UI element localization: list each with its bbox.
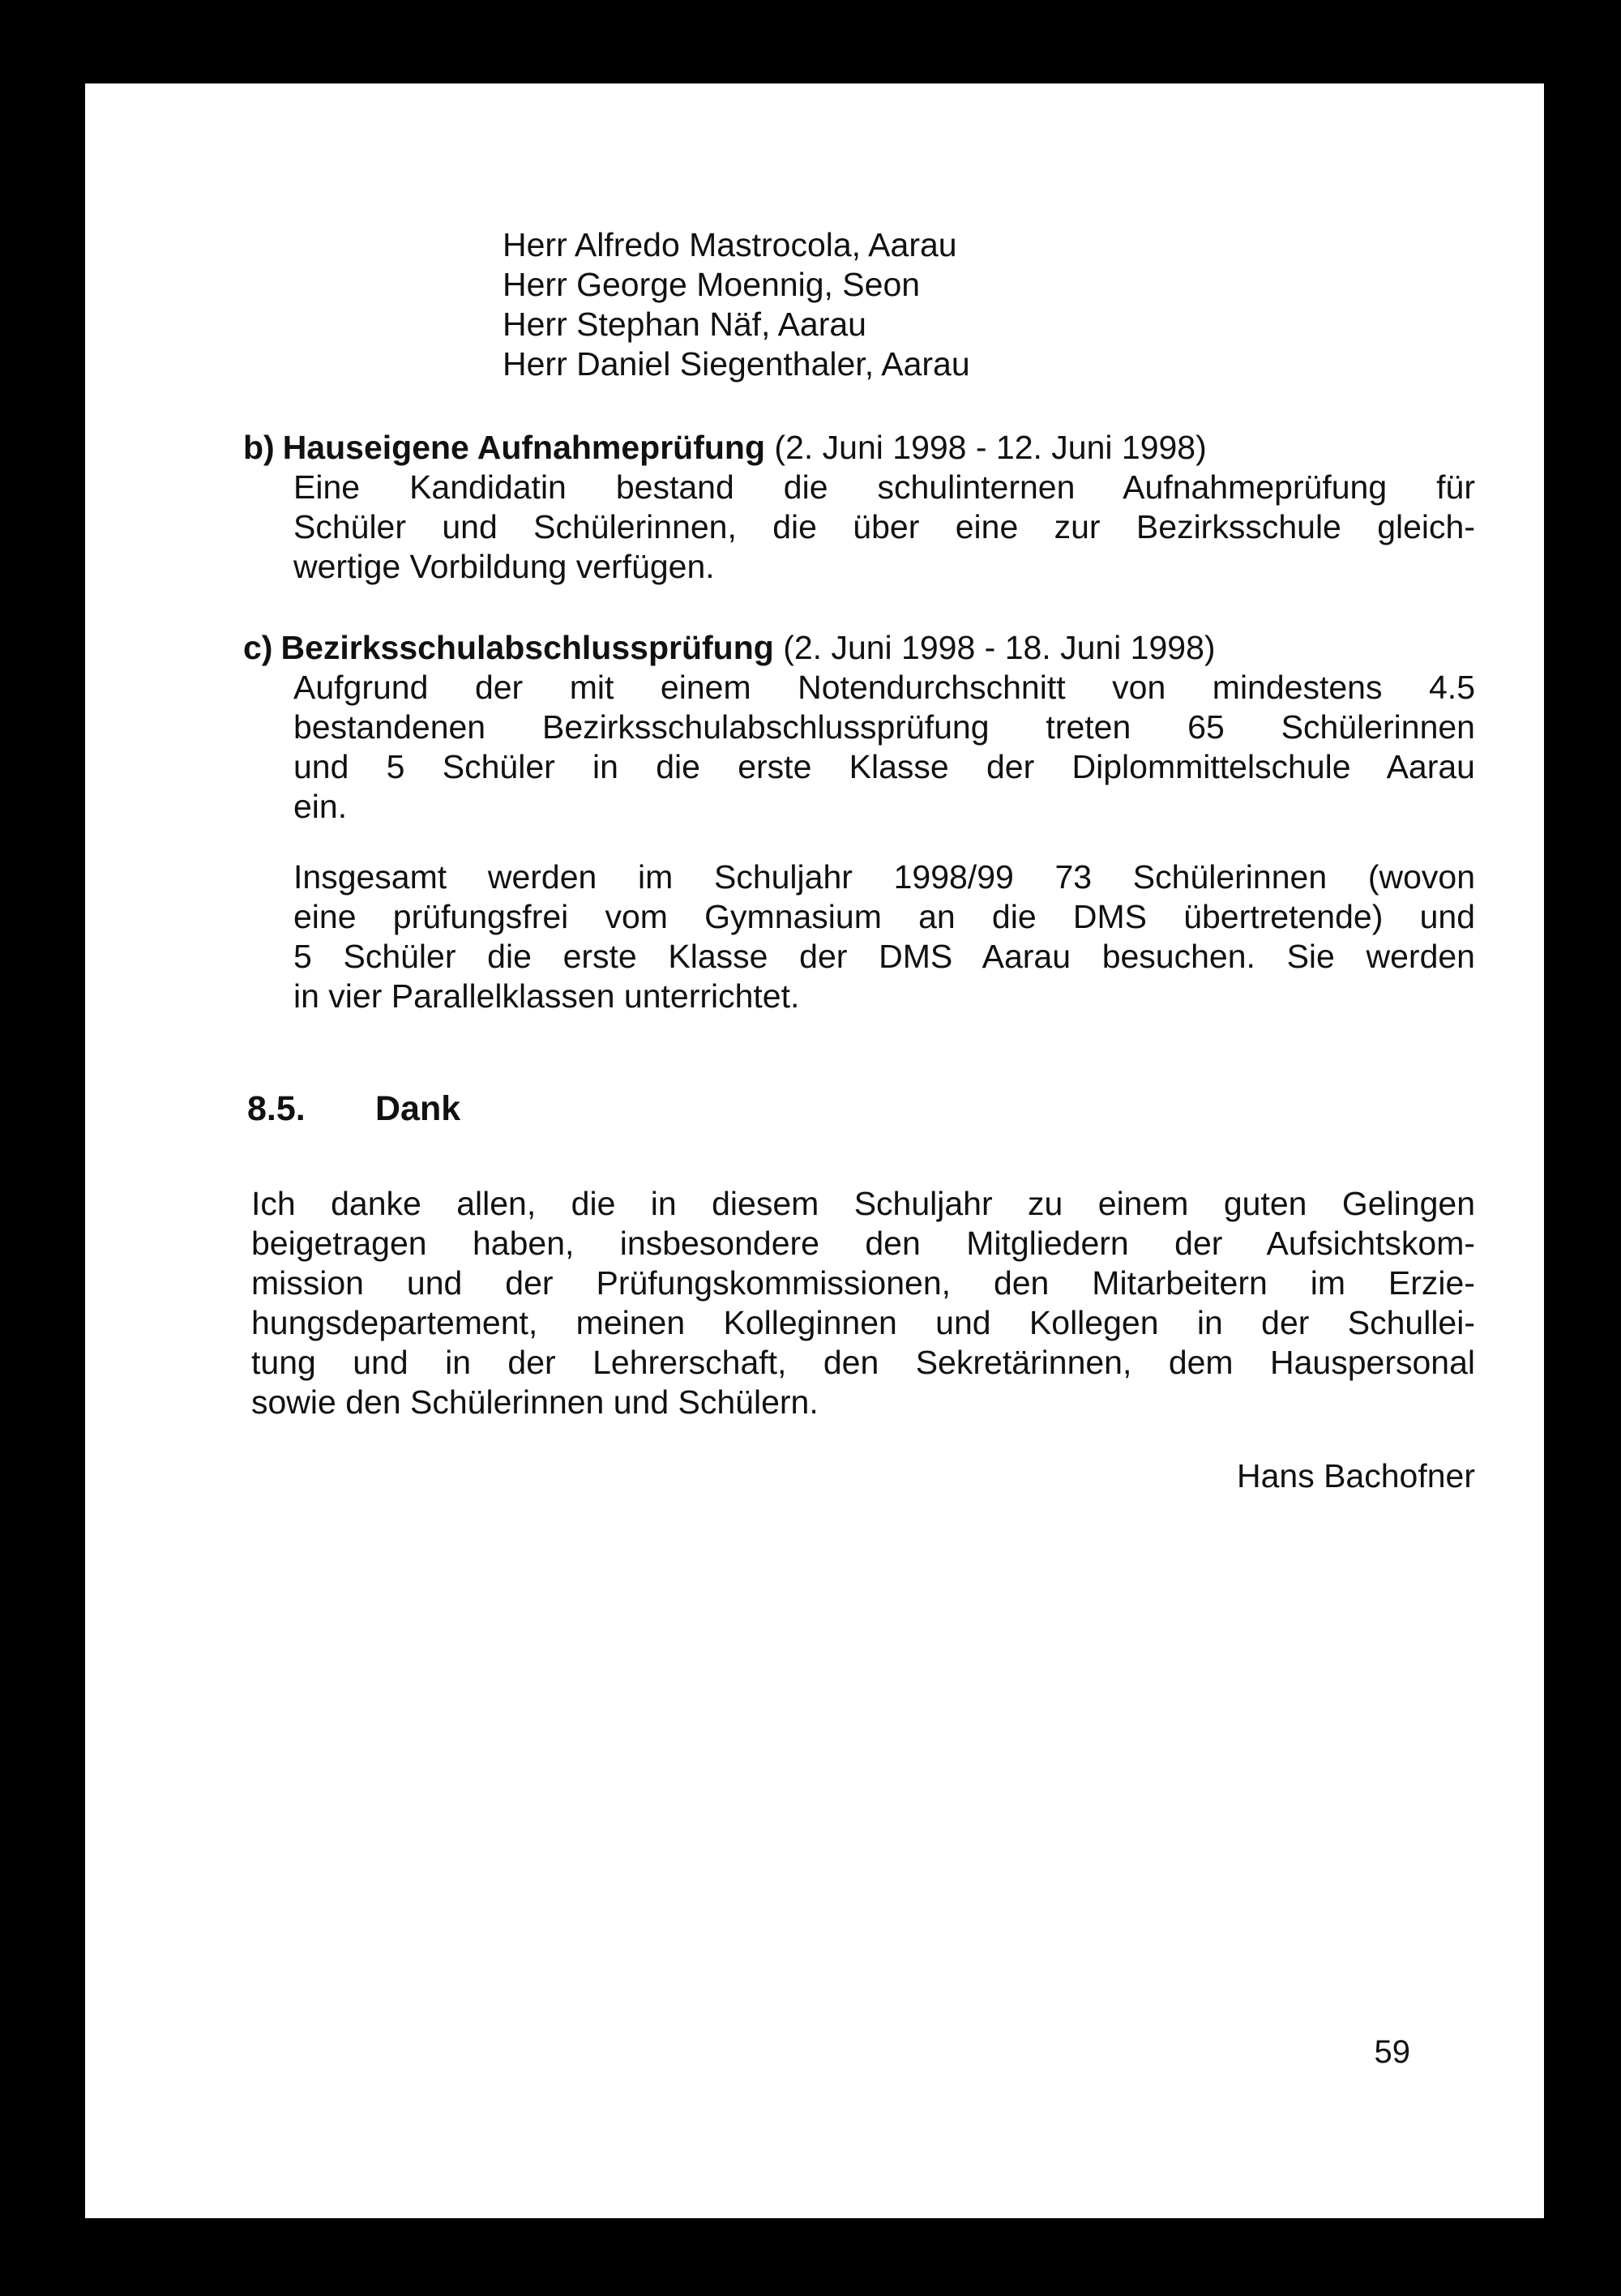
paragraph-line: Aufgrund der mit einem Notendurchschnitt von mindestens 4.5 (293, 669, 1475, 706)
section-heading (247, 1088, 460, 1129)
paragraph-line: Ich danke allen, die in diesem Schuljahr zu einem guten Gelingen (251, 1185, 1475, 1222)
paragraph-line: eine prüfungsfrei vom Gymnasium an die DMS übertretende) und (293, 898, 1475, 935)
item-b-heading-line (243, 428, 1475, 468)
paragraph-line: Eine Kandidatin bestand die schulinternen Aufnahmeprüfung für (293, 468, 1475, 506)
paragraph-line: tung und in der Lehrerschaft, den Sekretärinnen, dem Hauspersonal (251, 1344, 1475, 1381)
list-item: Herr George Moennig, Seon (503, 266, 921, 303)
page-number: 59 (1374, 2034, 1410, 2070)
item-b-label: b) (243, 429, 275, 466)
signature (1237, 1456, 1475, 1496)
item-b-hauseigene-aufnahmepruefung (243, 428, 1475, 587)
paragraph-line: und 5 Schüler in die erste Klasse der Diplommittelschule Aarau (293, 748, 1475, 785)
item-c-heading-line (243, 628, 1475, 668)
section-title: Dank (375, 1089, 461, 1128)
item-b-dates: (2. Juni 1998 - 12. Juni 1998) (774, 429, 1207, 466)
section-number: 8.5. (247, 1089, 306, 1128)
paragraph-line: sowie den Schülerinnen und Schülern. (251, 1383, 819, 1421)
paragraph-line: 5 Schüler die erste Klasse der DMS Aarau besuchen. Sie werden (293, 938, 1475, 975)
item-c-bezirksschulabschlusspruefung (243, 628, 1475, 827)
item-c-label: c) (243, 629, 273, 666)
dank-paragraph (251, 1184, 1475, 1422)
paragraph-line: Insgesamt werden im Schuljahr 1998/99 73 Schülerinnen (wovon (293, 858, 1475, 896)
item-c-heading: Bezirksschulabschlussprüfung (280, 629, 774, 666)
list-item: Herr Daniel Siegenthaler, Aarau (503, 345, 970, 383)
paragraph-line: wertige Vorbildung verfügen. (293, 548, 715, 585)
paragraph-line: hungsdepartement, meinen Kolleginnen und Kollegen in der Schullei- (251, 1304, 1475, 1341)
paragraph-line: ein. (293, 788, 348, 825)
item-c-body (293, 668, 1475, 827)
item-b-heading: Hauseigene Aufnahmeprüfung (282, 429, 766, 466)
commission-members-list (503, 225, 970, 384)
paragraph-line: beigetragen haben, insbesondere den Mitgliedern der Aufsichtskom- (251, 1225, 1475, 1262)
item-b-body (293, 468, 1475, 587)
item-c-dates: (2. Juni 1998 - 18. Juni 1998) (783, 629, 1216, 666)
signature-name: Hans Bachofner (1236, 1457, 1475, 1494)
document-page (85, 83, 1544, 2218)
paragraph-line: bestandenen Bezirksschulabschlussprüfung treten 65 Schülerinnen (293, 708, 1475, 746)
list-item: Herr Alfredo Mastrocola, Aarau (503, 226, 957, 263)
list-item: Herr Stephan Näf, Aarau (503, 306, 866, 343)
paragraph-line: Schüler und Schülerinnen, die über eine zur Bezirksschule gleich- (293, 508, 1475, 545)
item-c-summary-paragraph (293, 857, 1475, 1016)
paragraph-line: in vier Parallelklassen unterrichtet. (293, 977, 800, 1015)
paragraph-line: mission und der Prüfungskommissionen, den Mitarbeitern im Erzie- (251, 1264, 1475, 1302)
